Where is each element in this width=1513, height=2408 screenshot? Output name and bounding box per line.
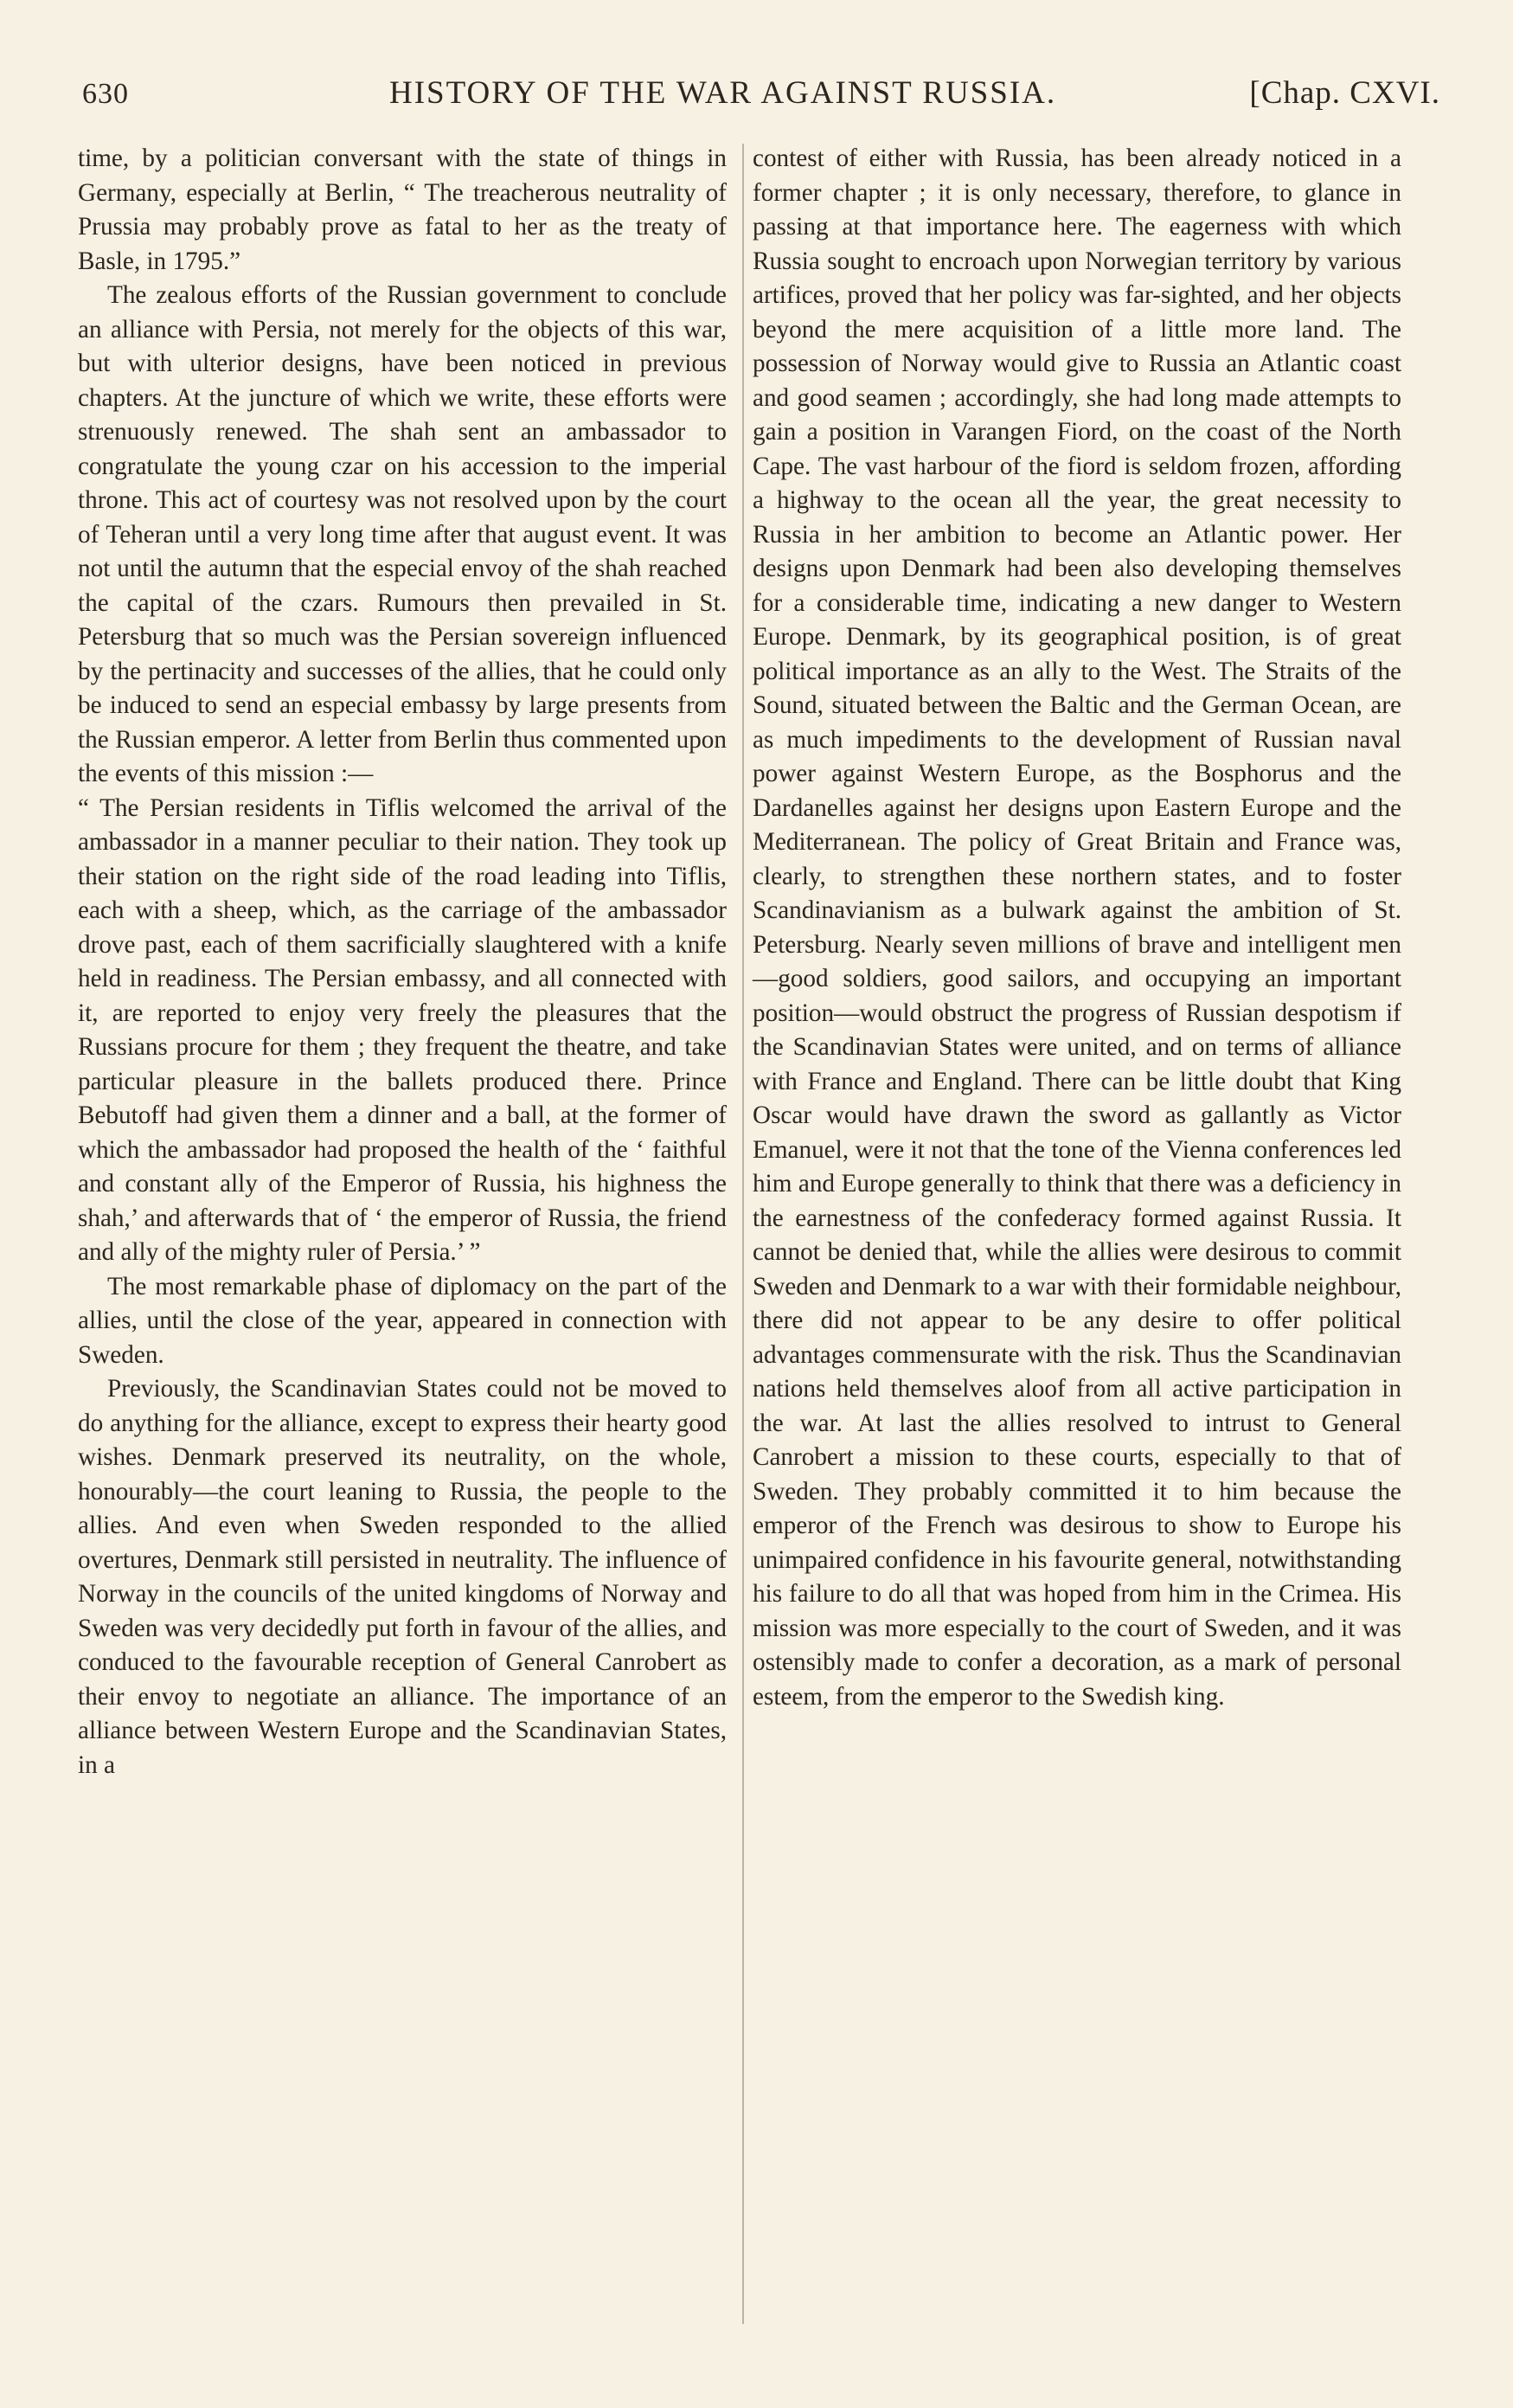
paragraph: Previously, the Scandinavian States could not be moved to do anything for the alliance, except to express their hearty good wishes. Denmark preserved its neutrality, on the whole, honourably—the court leaning to Russia, the people to the allies. And even when Sweden responded to the allied overtures, Denmark still persisted in neutrality. The influence of Norway in the councils of the united kingdoms of Norway and Sweden was very decidedly put forth in favour of the allies, and conduced to the favourable reception of General Canrobert as their envoy to negotiate an alliance. The importance of an alliance between Western Europe and the Scandinavian States, in a [78, 1375, 727, 1779]
running-title: HISTORY OF THE WAR AGAINST RUSSIA. [389, 75, 1057, 111]
paragraph: time, by a politician conversant with the state of things in Germany, especially at Berlin, “ The treacherous neutrality of Prussia may probably prove as fatal to her as the treaty of Basle, in 1795.” [78, 144, 727, 275]
running-head [82, 71, 1440, 123]
chapter-label: [Chap. CXVI. [1249, 75, 1440, 111]
right-column [753, 142, 1401, 1714]
left-column [78, 142, 727, 1782]
column-divider [742, 144, 744, 2324]
quotation-paragraph: “ The Persian residents in Tiflis welcomed the arrival of the ambassador in a manner peculiar to their nation. They took up their station on the right side of the road leading into Tiflis, each with a sheep, which, as the carriage of the ambassador drove past, each of them sacrificially slaughtered with a knife held in readiness. The Persian embassy, and all connected with it, are reported to enjoy very freely the pleasures that the Russians procure for them ; they frequent the theatre, and take particular pleasure in the ballets produced there. Prince Bebutoff had given them a dinner and a ball, at the former of which the ambassador had proposed the health of the ‘ faithful and constant ally of the Emperor of Russia, his highness the shah,’ and afterwards that of ‘ the emperor of Russia, the friend and ally of the mighty ruler of Persia.’ ” [78, 793, 727, 1266]
paragraph: contest of either with Russia, has been already noticed in a former chapter ; it is only necessary, therefore, to glance in passing at that importance here. The eagerness with which Russia sought to encroach upon Norwegian territory by various artifices, proved that her policy was far-sighted, and her objects beyond the mere acquisition of a little more land. The possession of Norway would give to Russia an Atlantic coast and good seamen ; accordingly, she had long made attempts to gain a position in Varangen Fiord, on the coast of the North Cape. The vast harbour of the fiord is seldom frozen, affording a highway to the ocean all the year, the great necessity to Russia in her ambition to become an Atlantic power. Her designs upon Denmark had been also developing themselves for a considerable time, indicating a new danger to Western Europe. Denmark, by its geographical position, is of great political importance as an ally to the West. The Straits of the Sound, situated between the Baltic and the German Ocean, are as much impediments to the development of Russian naval power against Western Europe, as the Bosphorus and the Dardanelles against her designs upon Eastern Europe and the Mediterranean. The policy of Great Britain and France was, clearly, to strengthen these northern states, and to foster Scandinavianism as a bulwark against the ambition of St. Petersburg. Nearly seven millions of brave and intelligent men—good soldiers, good sailors, and occupying an important position—would obstruct the progress of Russian despotism if the Scandinavian States were united, and on terms of alliance with France and England. There can be little doubt that King Oscar would have drawn the sword as gallantly as Victor Emanuel, were it not that the tone of the Vienna conferences led him and Europe generally to think that there was a deficiency in the earnestness of the confederacy formed against Russia. It cannot be denied that, while the allies were desirous to commit Sweden and Denmark to a war with their formidable neighbour, there did not appear to be any desire to offer political advantages commensurate with the risk. Thus the Scandinavian nations held themselves aloof from all active participation in the war. At last the allies resolved to intrust to General Canrobert a mission to these courts, especially to that of Sweden. They probably committed it to him because the emperor of the French was desirous to show to Europe his unimpaired confidence in his favourite general, notwithstanding his failure to do all that was hoped from him in the Crimea. His mission was more especially to the court of Sweden, and it was ostensibly made to confer a decoration, as a mark of personal esteem, from the emperor to the Swedish king. [753, 144, 1401, 1711]
page-number: 630 [82, 78, 129, 110]
paragraph: The most remarkable phase of diplomacy on the part of the allies, until the close of the year, appeared in connection with Sweden. [78, 1272, 727, 1369]
paragraph: The zealous efforts of the Russian government to conclude an alliance with Persia, not merely for the objects of this war, but with ulterior designs, have been noticed in previous chapters. At the juncture of which we write, these efforts were strenuously renewed. The shah sent an ambassador to congratulate the young czar on his accession to the imperial throne. This act of courtesy was not resolved upon by the court of Teheran until a very long time after that august event. It was not until the autumn that the especial envoy of the shah reached the capital of the czars. Rumours then prevailed in St. Petersburg that so much was the Persian sovereign influenced by the pertinacity and successes of the allies, that he could only be induced to send an especial embassy by large presents from the Russian emperor. A letter from Berlin thus commented upon the events of this mission :— [78, 281, 727, 787]
